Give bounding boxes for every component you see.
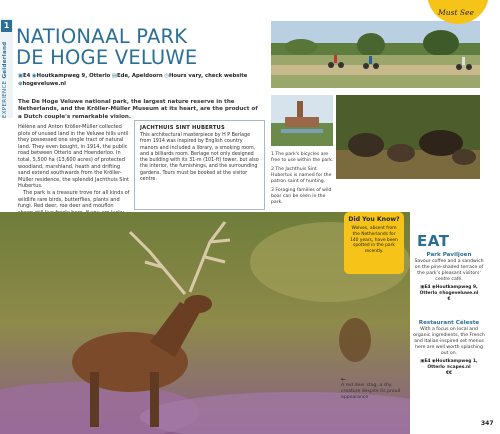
eat-place-1-address: Houtkampweg 9, Otterlo [419,285,478,296]
address-icon: ◉ [431,285,436,290]
eat-place-1-map: E4 [424,285,431,290]
title-line-1: NATIONAAL PARK [16,25,188,48]
jachthuis-sidebar [134,120,265,210]
sidebar-title: JACHTHUIS SINT HUBERTUS [140,125,225,131]
body-paragraph-1: Hélène and Anton Kröller-Müller collected plots of unused land in the Veluwe hills until they possessed one single tract of natural land. They even bought, in 1914, the public road between Otterlo and Hoenderloo. In total, 5,500 ha (13,600 acres) of protected woodland, marshland, heath and drifting sand extend southwards from the Kröller-Müller residence, the splendid Jachthuis Sint Hubertus. [18,124,129,190]
eat-place-1-name: Park Paviljoen [426,252,472,258]
eat-place-2-price: €€ [445,371,453,376]
caption-1: 1 The park's bicycles are free to use within the park. [271,152,334,163]
map-icon: ▣ [420,285,425,290]
section-label-light: EXPERIENCE [2,80,8,118]
web-icon: ⊕ [438,291,443,296]
eat-place-1-desc: Savour coffee and a sandwich on the pine-shaded terrace of the park's pleasant visitors' centre café. [414,259,484,282]
address: Houtkampweg 9, Otterlo [36,73,111,79]
eat-place-2-desc: With a focus on local and organic ingredients, the French and Italian-inspired set menus here are well worth splashing out on. [413,327,485,356]
practical-info [18,73,268,88]
page-title [16,26,266,68]
section-label [2,42,8,118]
deer-photo-caption: A red deer stag, a shy creature despite its proud appearance [341,383,401,400]
body-paragraph-2: The park is a treasure trove for all kinds of wildlife rare birds, butterflies, plants and fungi. Red deer, roe deer and mouflon [18,189,130,210]
eat-place-1-price: € [447,297,451,302]
cyclists-photo [271,21,480,88]
eat-place-2-web: capes.nl [450,365,471,370]
web-icon: ⊕ [446,365,451,370]
eat-place-1-web: hogeveluwe.nl [442,291,479,296]
caption-3: 3 Foraging families of wild boar can be seen in the park. [271,188,332,205]
intro-paragraph: The De Hoge Veluwe national park, the largest nature reserve in the Netherlands, and the Kröller-Müller Museum at its heart, are the product of a Dutch couple's remarkable vision. [18,99,258,120]
map-icon: ▣ [18,73,24,79]
eat-place-2-map: E4 [424,359,431,364]
eat-place-2-info [413,359,485,377]
bus-info: Ede, Apeldoorn [117,73,163,79]
entry-number-badge: 1 [1,20,12,32]
eat-place-2-name: Restaurant Céleste [418,320,480,326]
must-see-label: Must See [438,8,474,17]
clock-icon: ◷ [164,73,169,79]
sidebar-text: This architectural masterpiece by H P Berlage from 1914 was inspired by English country manors and included a library, a smoking room, and a billiards room. Berlage not only designed the building with its 31-m (101-ft) tower, but also the interior, the furnishings, and the surrounding gardens. Tours must be booked at the visitor centre. [140,133,259,183]
address-icon: ◉ [431,359,436,364]
address-icon: ◉ [32,73,37,79]
hours: Hours vary, check website [168,73,248,79]
photo-captions [271,152,335,206]
web-icon: ⊕ [18,80,23,87]
eat-place-1-info [413,285,485,303]
eat-heading: EAT [417,232,450,250]
did-you-know-text: Wolves, absent from the Netherlands for 140 years, have been spotted in the park recently. [350,226,398,255]
did-you-know-box [344,212,404,274]
caption-2: 2 The Jachthuis Sint Hubertus is named for the patron saint of hunting. [271,167,332,184]
jachthuis-photo [271,95,333,146]
eat-place-2 [413,320,485,377]
arrow-left-icon: ← [341,376,347,383]
website: hogeveluwe.nl [22,80,66,87]
eat-place-1 [413,252,485,303]
map-ref: E4 [23,73,31,79]
map-icon: ▣ [420,359,425,364]
wild-boar-photo [336,95,480,179]
page-number: 347 [481,420,494,427]
section-label-bold: Gelderland [2,41,8,79]
title-line-2: DE HOGE VELUWE [16,46,198,69]
bus-icon: ▤ [112,73,118,79]
did-you-know-title: Did You Know? [348,216,400,223]
eat-place-2-address: Houtkampweg 1, Otterlo [427,359,478,370]
